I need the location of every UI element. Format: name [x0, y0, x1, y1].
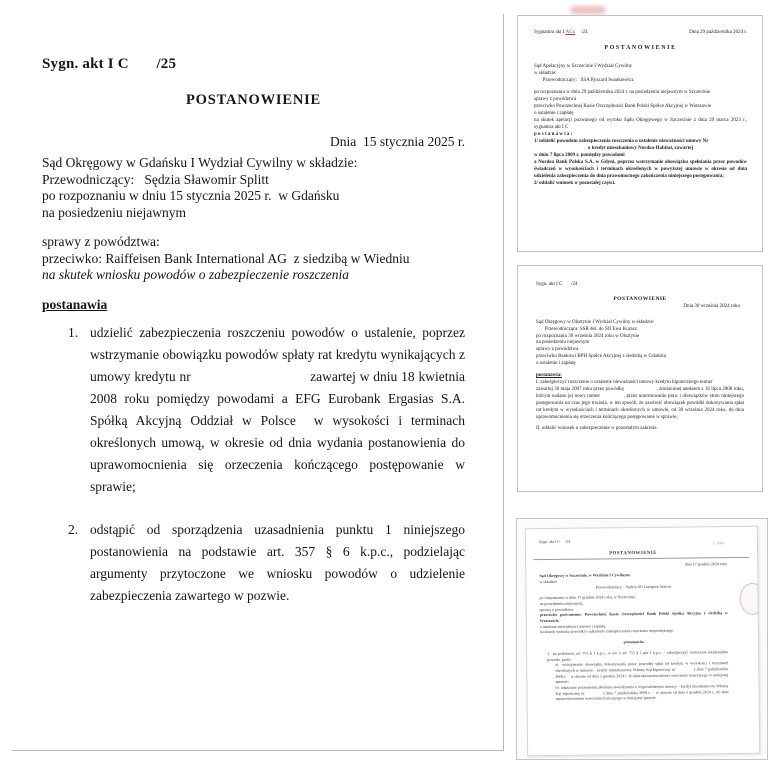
doc-line: II. oddalić wniosek o zabezpieczenie w pozostałym zakresie.	[536, 426, 658, 432]
date-line: Dnia 30 września 2024 roku	[683, 303, 740, 309]
ruling-item	[68, 322, 465, 498]
doc-line: Sąd Okręgowy w Gdańsku I Wydział Cywilny w składzie:	[42, 155, 358, 170]
date-line: Dnia 29 października 2024 r.	[689, 30, 747, 35]
doc-line: na posiedzeniu niejawnym	[42, 204, 186, 220]
doc-line: Przewodniczący: SSA Ryszard Iwankiewicz	[534, 78, 634, 83]
doc-line: postanawia:	[536, 373, 562, 379]
doc-line: Przewodnicząca: SSR del. do SO Ewa Kurasz	[536, 326, 637, 332]
doc-line: przeciwko Bankowi BPH Spółce Akcyjnej z siedzibą w Gdańsku	[536, 354, 667, 360]
doc-line: o ustalenie nieważności umowy i zapłatę,	[539, 623, 607, 629]
ruling-items	[42, 322, 465, 607]
doc-line: 1/ udzielić powodom zabezpieczenia roszczenia o ustalenie nieważności umowy Nr	[534, 139, 709, 144]
item-number: 2.	[68, 521, 79, 537]
main-court-order-page	[12, 14, 504, 751]
document-title: POSTANOWIENIE	[185, 92, 322, 108]
doc-line: o ustalenie i zapłatę	[536, 361, 576, 367]
doc-line: sprawy z powództwa	[539, 606, 574, 612]
doc-line: w składzie:	[539, 578, 558, 584]
case-number: Sygn. akt I C /24	[536, 282, 578, 287]
document-title: POSTANOWIENIE	[604, 45, 677, 51]
doc-line: na posiedzeniu niejawnym	[536, 340, 590, 346]
ruling-heading: postanawia	[42, 296, 108, 312]
stamp-smudge	[570, 6, 606, 14]
doc-line: Sąd Okręgowy w Szczecinie, w Wydziale I Cywilnym,	[539, 572, 631, 579]
doc-line: a Nordea Bank Polska S.A. w Gdyni, poprzez wstrzymanie obowiązku spełniania przez powodów świadczeń w wysokościach i terminach określonych w powyższej umowie w okresie od dnia udzielenia zabezpieczenia do dnia prawomocnego zakończenia niniejszego postępowania;	[534, 160, 747, 179]
doc-line: na skutek wniosku powodów o zabezpieczenie roszczenia	[42, 267, 349, 282]
doc-line: po rozpoznaniu 30 września 2024 roku w Olsztynie	[536, 333, 640, 339]
doc-line: sprawy z powództwa:	[42, 234, 160, 249]
page-header-row	[539, 537, 727, 545]
case-number: Sygn. akt I C /24	[538, 538, 571, 545]
title-rule-divider	[533, 557, 749, 560]
date-line: Dnia 15 stycznia 2025 r.	[330, 134, 465, 149]
page-header-row	[534, 29, 747, 36]
doc-line: przeciwko: Raiffeisen Bank International AG z siedzibą w Wiedniu	[42, 250, 410, 266]
date-line: dnia 17 grudnia 2024 roku	[684, 561, 728, 567]
case-number-red-mark: AGz	[565, 30, 575, 35]
doc-line: w składzie:	[534, 71, 557, 76]
doc-line: 2/ oddalić wniosek w pozostałej części.	[534, 181, 616, 186]
doc-line: 1. na podstawie art. 755 § 1 k.p.c., w zw. z art. 755 § 1 pkt 1 k.p.c. – zabezpieczyć roszczenie niepieniężne powoda, przez:	[547, 648, 729, 662]
doc-line: sprawy z powództwa	[536, 347, 579, 353]
doc-line: a) wstrzymanie obowiązku dokonywania przez powódkę spłat rat kredytu w wysokości i terminach określonych w umowie – kredyt mieszkaniowy Własny Kąt hipoteczny nr z dnia 7 października 2008 r. – w okresie od dnia 5 grudnia 2024 r. do dnia uprawomocnienia orzeczenia kończącego w niniejszej sprawie;	[555, 660, 729, 685]
doc-line: na skutek apelacji pozwanego od wyroku Sądu Okręgowego w Szczecinie z dnia 29 marca 2023 r., sygnatura akt I C	[534, 118, 747, 130]
doc-line: na skutek wniosku powódki o udzielenie zabezpieczenia roszczenia niepieniężnego	[539, 628, 674, 635]
doc-line: p o s t a n a w i a :	[534, 132, 573, 137]
doc-line: po rozpoznaniu w dniu 17 grudnia 2024 roku, w Szczecinie,	[539, 594, 636, 601]
doc-line: przeciwko pozwanemu: Powszechnej Kasie Oszczędności Bank Polski Spółka Akcyjna z siedzibą w Warszawie,	[539, 610, 728, 624]
doc-line: po rozpoznaniu w dniu 15 stycznia 2025 r. w Gdańsku	[42, 188, 340, 203]
doc-line: na posiedzeniu niejawnym,	[539, 600, 584, 606]
thumbnail-page-olsztyn[interactable]	[517, 265, 763, 492]
registry-corner-note: L. dzie.	[712, 540, 726, 546]
doc-line: sprawy z powództwa	[534, 97, 577, 102]
case-number	[534, 29, 588, 36]
case-number-tail: /24	[574, 30, 588, 35]
doc-line: b) zakazanie pozwanemu złożenia oświadczenia o wypowiedzeniu umowy – kredyt mieszkaniowy Własny Kąt hipoteczny nr z dnia 7 października 2008 r., – w okresie od dnia 5 grudnia 2024 r., do dnia uprawomocnienia orzeczenia kończącego w niniejszej sprawie.	[555, 683, 729, 702]
doc-line: postanawia:	[623, 639, 645, 645]
thumbnail-page-szczecin-appeal[interactable]	[517, 15, 763, 252]
item-text: odstąpić od sporządzenia uzasadnienia punktu 1 niniejszego postanowienia na podstawie art. 357 § 6 k.p.c., podzielając argumenty przytoczone we wniosku powodów o udzielenie zabezpieczenia zawartego w pozwie.	[90, 521, 465, 603]
item-text: udzielić zabezpieczenia roszczeniu powodów o ustalenie, poprzez wstrzymanie obowiązku powodów spłaty rat kredytu wynikających z umowy kredytu nr zawartej w dniu 18 kwietnia 2008 roku pomiędzy powodami a EFG Eurobank Ergasias S.A. Spółką Akcyjną Oddział w Polsce w wysokości i terminach określonych umową, w okresie od dnia wydania postanowienia do uprawomocnienia się orzeczenia kończącego postępowanie w sprawie;	[90, 324, 465, 494]
document-body	[534, 63, 747, 187]
document-body	[536, 320, 744, 434]
doc-line: przeciwko Powszechnej Kasie Oszczędności Bank Polski Spółce Akcyjnej w Warszawie	[534, 104, 712, 109]
doc-line: I. zabezpieczyć roszczenie o ustalenie nieważności umowy kredytu hipotecznego numer zawartej 30 maja 2007 roku przez powódkę , zmienionej aneksem z 16 lipca 2008 roku, którym nadano jej nowy numer , przez unormowanie praw i obowiązków stron niniejszego postępowania na czas jego trwania, w ten sposób, że zawiesić obowiązek powódki dokonywania spłat rat kredytu w wysokościach i terminach określonych w umowie, od 30 września 2024 roku, do dnia uprawomocnienia się orzeczenia kończącego postępowanie w sprawie,	[536, 379, 744, 420]
doc-line: Sąd Okręgowy w Olsztynie I Wydział Cywilny w składzie:	[536, 319, 655, 325]
document-title: POSTANOWIENIE	[609, 550, 657, 557]
scanned-inner-page	[525, 526, 760, 756]
doc-line: Przewodniczący – Sędzia SO Grzegorz Szacoń	[595, 583, 672, 590]
doc-line: Przewodniczący: Sędzia Sławomir Splitt	[42, 171, 269, 187]
case-number-prefix: Sygnatura akt I	[534, 30, 566, 35]
doc-line: o ustalenie i zapłatę	[534, 111, 574, 116]
document-body	[539, 571, 728, 702]
red-court-stamp	[739, 583, 760, 615]
case-number: Sygn. akt I C /25	[42, 56, 177, 72]
document-title: POSTANOWIENIE	[613, 295, 667, 302]
doc-line: po rozpoznaniu w dniu 29 października 2024 r. na posiedzeniu niejawnym w Szczecinie	[534, 90, 711, 95]
doc-line: Sąd Apelacyjny w Szczecinie I Wydział Cywilny	[534, 64, 633, 69]
doc-line	[42, 221, 465, 234]
thumbnail-page-szczecin-scan[interactable]	[516, 518, 768, 760]
doc-line: o kredyt mieszkaniowy Nordea-Habitat, zawartej	[587, 146, 694, 151]
ruling-item	[68, 519, 465, 607]
item-number: 1.	[68, 324, 79, 340]
document-header-block	[42, 155, 465, 284]
doc-line: w dniu 7 lipca 2009 r. pomiędzy powodami	[534, 153, 625, 158]
